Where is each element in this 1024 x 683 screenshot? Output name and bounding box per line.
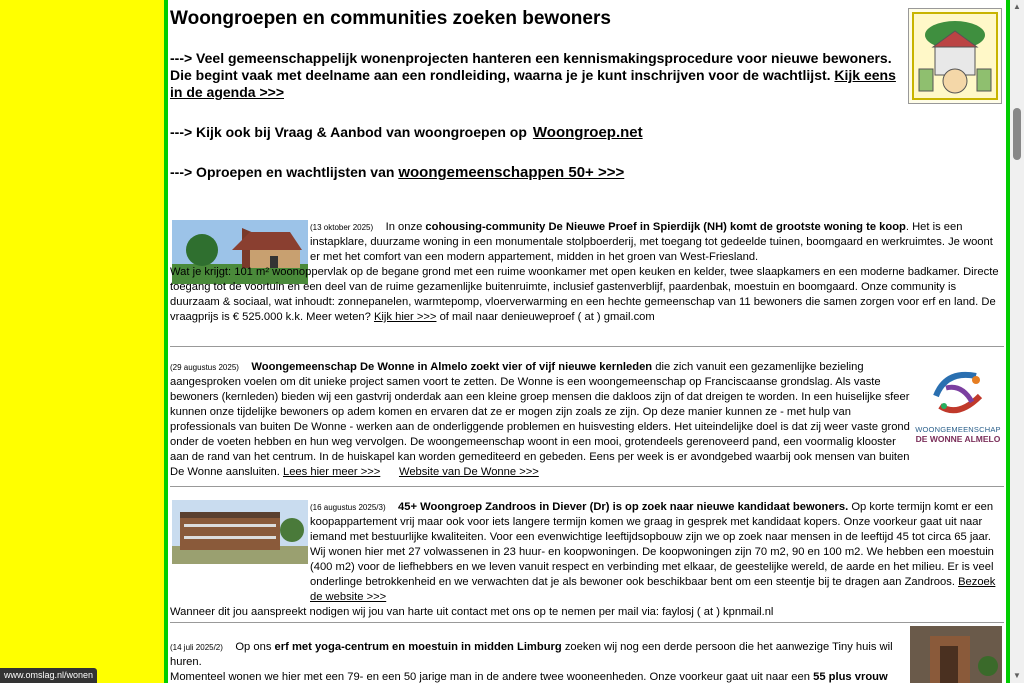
item-highlight: 55 plus vrouw <box>813 671 888 683</box>
listing-item-3 <box>170 500 1004 620</box>
woongemeenschappen-50-link[interactable]: woongemeenschappen 50+ >>> <box>398 164 625 181</box>
item-contact: Wanneer dit jou aanspreekt nodigen wij jou van harte uit contact met ons op te nemen per mail via: faylosj ( at ) kpnmail.nl <box>170 606 774 618</box>
logo-text-1: WOONGEMEENSCHAP <box>915 425 1001 434</box>
item-lead: Op ons <box>235 641 275 653</box>
item-headline: erf met yoga-centrum en moestuin in midden Limburg <box>274 641 562 653</box>
item-text: zoeken wij nog een derde persoon die het aanwezige Tiny huis wil huren. <box>170 641 893 668</box>
item-headline: cohousing-community De Nieuwe Proef in Spierdijk (NH) komt de grootste woning te koop <box>425 221 906 233</box>
vraag-aanbod-text: ---> Kijk ook bij Vraag & Aanbod van woongroepen op <box>170 124 527 140</box>
website-de-wonne-link[interactable]: Website van De Wonne >>> <box>398 466 539 478</box>
intro-paragraph <box>170 50 902 101</box>
listing-item-1 <box>170 220 1004 325</box>
logo-text-2: DE WONNE ALMELO <box>915 434 1001 444</box>
vertical-scrollbar[interactable] <box>1010 0 1024 683</box>
item-text: die zich vanuit een gezamenlijke bezieling aangesproken voelen om dit unieke project samen voort te zetten. De Wonne is een woongemeenschap op Franciscaanse grondslag. Als vaste bewoners (kernleden) bieden wij een gastvrij onderdak aan een kleine groep mensen die dakloos zijn of dat dreigen te worden. In een huiselijke sfeer kunnen onze tijdelijke bewoners op adem komen en ervaren dat ze er mogen zijn zoals ze zijn. Op deze manier kunnen ze - met hulp van professionals van buiten De Wonne - werken aan de onderliggende problemen en huisvesting elders. Het uiteindelijke doel is dat zij weer vaste grond onder de voeten hebben en hun weg vervolgen. De woongemeenschap woont in een mooi, grotendeels gerenoveerd pand, een voormalig klooster aan de rand van het centrum. In de huiskapel kan worden gemediteerd en gebeden. Eens per week is er avondgebed waarbij ook mensen van buiten De Wonne aansluiten. <box>170 361 910 478</box>
community-logo-image <box>908 8 1002 104</box>
item-headline: 45+ Woongroep Zandroos in Diever (Dr) is op zoek naar nieuwe kandidaat bewoners. <box>398 501 849 513</box>
left-sidebar <box>0 0 164 683</box>
oproepen-line <box>170 164 624 181</box>
scrollbar-thumb[interactable] <box>1013 108 1021 160</box>
item-date: (16 augustus 2025/3) <box>310 503 386 512</box>
woongroep-net-link[interactable]: Woongroep.net <box>532 124 643 141</box>
listing-item-4 <box>170 640 906 683</box>
status-url: www.omslag.nl/wonen <box>0 668 97 683</box>
item-date: (13 oktober 2025) <box>310 223 374 232</box>
divider <box>170 486 1004 487</box>
bezoek-website-link[interactable]: Bezoek de website >>> <box>310 576 996 603</box>
oproepen-text: ---> Oproepen en wachtlijsten van <box>170 164 399 180</box>
listing-item-2 <box>170 360 910 480</box>
page-title: Woongroepen en communities zoeken bewoners <box>170 8 611 29</box>
item-text: . Het is een instapklare, duurzame woning in een monumentale stolpboerderij, met toegang tot gedeelde tuinen, boomgaard en werkruimtes. Je woont er met het comfort van een modern appartement, midden in het groen van West-Friesland. <box>310 221 993 263</box>
item-text-2: Wat je krijgt: 101 m² woonoppervlak op de begane grond met een ruime woonkamer met open keuken en kelder, twee slaapkamers en een moderne badkamer. Directe toegang tot de voortuin en een deel van de ruime gezamenlijke buitenruimte, inclusief gastenverblijf, paardenbak, moestuin en boomgaard. Onze community is duurzaam & sociaal, wat inhoudt: zonnepanelen, warmtepomp, vloerverwarming en een hechte gemeenschap van 11 bewoners die samen zorgen voor erf en land. De vraagprijs is € 525.000 k.k. Meer weten? <box>170 266 999 323</box>
agenda-link[interactable]: Kijk eens in de agenda >>> <box>170 67 896 100</box>
scroll-down-arrow-icon[interactable]: ▼ <box>1013 671 1021 680</box>
divider <box>170 622 1004 623</box>
main-content <box>168 0 1006 683</box>
item-date: (14 juli 2025/2) <box>170 643 223 652</box>
item-text-2: Momenteel wonen we hier met een 79- en een 50 jarige man in de andere twee wooneenheden. Onze voorkeur gaat uit naar een <box>170 671 814 683</box>
scroll-up-arrow-icon[interactable]: ▲ <box>1013 2 1021 11</box>
item-text: Op korte termijn komt er een koopappartement vrij maar ook voor iets langere termijn komen we graag in gesprek met kandidaat kopers. Onze voorkeur gaat uit naar iemand met bestuurlijke kwaliteiten. Voor een evenwichtige leeftijdsopbouw zijn we op zoek naar mensen in de leeftijd 45 tot circa 65 jaar. Wij wonen hier met 27 volwassenen in 23 huur- en koopwoningen. De koopwoningen zijn 70 m2, 90 en 100 m2. We hebben een moestuin (400 m2) voor de liefhebbers en we leven vanuit respect en verbinding met elkaar, de geestelijke wereld, de aarde en het milieu. Er is veel onderlinge betrokkenheid en we verwachten dat je als bewoner ook beschikbaar bent om een steentje bij te dragen aan Zandroos. <box>310 501 994 588</box>
item-date: (29 augustus 2025) <box>170 363 239 372</box>
item-headline: Woongemeenschap De Wonne in Almelo zoekt vier of vijf nieuwe kernleden <box>251 361 653 373</box>
intro-text: ---> Veel gemeenschappelijk wonenprojecten hanteren een kennismakingsprocedure voor nieuwe bewoners. Die begint vaak met deelname aan een rondleiding, waarna je je kunt inschrijven voor de wachtlijst. <box>170 50 892 83</box>
kijk-hier-link[interactable]: Kijk hier >>> <box>373 311 437 323</box>
tiny-house-photo <box>910 626 1002 683</box>
lees-hier-meer-link[interactable]: Lees hier meer >>> <box>282 466 381 478</box>
vraag-aanbod-line <box>170 124 643 141</box>
item-lead: In onze <box>385 221 426 233</box>
divider <box>170 346 1004 347</box>
item-contact: of mail naar denieuweproef ( at ) gmail.com <box>436 311 655 323</box>
de-wonne-logo <box>912 366 1004 444</box>
